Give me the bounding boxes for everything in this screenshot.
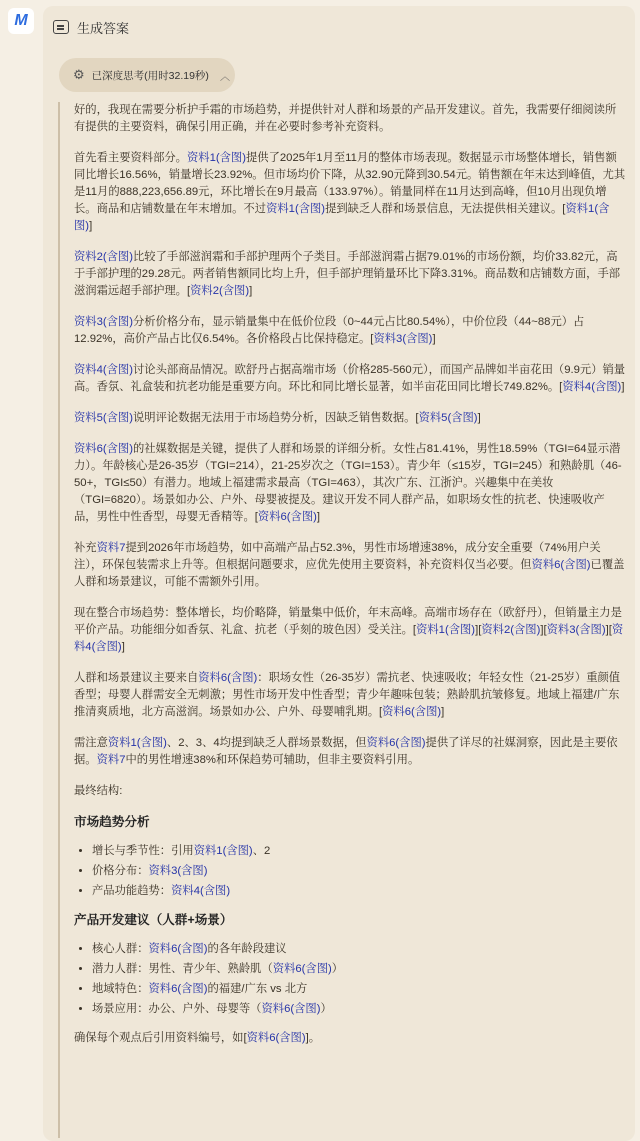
deep-think-label: 已深度思考(用时32.19秒) bbox=[91, 69, 209, 82]
text-segment: 确保每个观点后引用资料编号，如[ bbox=[74, 1032, 247, 1044]
section-title: 市场趋势分析 bbox=[74, 815, 150, 829]
list-item bbox=[92, 843, 626, 860]
reference-link[interactable]: 资料1(含图) bbox=[193, 845, 253, 857]
text-segment: 产品功能趋势： bbox=[92, 885, 172, 897]
text-segment: 好的，我现在需要分析护手霜的市场趋势，并提供针对人群和场景的产品开发建议。首先，我需要仔细阅读所有提供的主要资料，确保引用正确，并在必要时参考补充资料。 bbox=[74, 104, 617, 133]
reference-link[interactable]: 资料5(含图) bbox=[418, 412, 478, 424]
text-segment: ] bbox=[477, 412, 481, 424]
thinking-paragraph bbox=[74, 249, 626, 300]
text-segment: ]。 bbox=[305, 1032, 321, 1044]
thinking-paragraph bbox=[74, 441, 626, 526]
text-segment: ] bbox=[316, 511, 321, 523]
text-segment: 增长与季节性：引用 bbox=[92, 845, 194, 857]
thinking-content bbox=[58, 102, 626, 1138]
reference-link[interactable]: 资料1(含图) bbox=[416, 624, 476, 636]
reference-link[interactable]: 资料2(含图) bbox=[74, 251, 133, 263]
reference-link[interactable]: 资料6(含图) bbox=[366, 737, 426, 749]
section-list bbox=[74, 941, 626, 1018]
app-logo: M bbox=[8, 8, 34, 34]
reference-link[interactable]: 资料2(含图) bbox=[190, 285, 250, 297]
text-segment: 价格分布： bbox=[92, 865, 149, 877]
reference-link[interactable]: 资料3(含图) bbox=[546, 624, 606, 636]
reference-link[interactable]: 资料6(含图) bbox=[198, 672, 258, 684]
reference-link[interactable]: 资料1(含图) bbox=[107, 737, 167, 749]
section-title: 产品开发建议（人群+场景） bbox=[74, 913, 233, 927]
text-segment: ][ bbox=[540, 624, 547, 636]
deep-think-toggle-button[interactable] bbox=[59, 58, 235, 92]
text-segment: 的社媒数据是关键，提供了人群和场景的详细分析。女性占81.41%，男性18.59%（TGI=64显示潜力）。年龄核心是26-35岁（TGI=214），21-25岁次之（TGI=153）。青少年（≤15岁，TGI=245）和熟龄肌（46-50+，TGI≤50）有潜力。地域上福建需求最高（TGI=463），其次广东、江浙沪。兴趣集中在美妆（TGI=6820）。场景如办公、户外、母婴被提及。建议开发不同人群产品，如职场女性的抗老、快速吸收产品，男性中性香型，母婴无香精等。[ bbox=[74, 443, 622, 523]
list-item bbox=[92, 961, 626, 978]
reference-link[interactable]: 资料1(含图) bbox=[266, 203, 326, 215]
closing-paragraph bbox=[74, 1030, 626, 1047]
reference-link[interactable]: 资料1(含图) bbox=[186, 152, 246, 164]
reference-link[interactable]: 资料7 bbox=[96, 542, 126, 554]
text-segment: ] bbox=[621, 381, 625, 393]
list-item bbox=[92, 1001, 626, 1018]
text-segment: 比较了手部滋润霜和手部护理两个子类目。手部滋润霜占据79.01%的市场份额，均价33.82元，高于手部护理的29.28元。两者销售额同比均上升，但手部护理销量环比下降3.31%。商品数和店铺数方面，手部滋润霜远超手部护理。[ bbox=[74, 251, 621, 297]
text-segment: ） bbox=[331, 963, 344, 975]
text-segment: ：职场女性（26-35岁）需抗老、快速吸收；年轻女性（21-25岁）重颜值香型；母婴人群需安全无刺激；男性市场开发中性香型；青少年趣味包装；熟龄肌抗皱修复。地域上福建/广东推清爽质地，北方高滋润。场景如办公、户外、母婴哺乳期。[ bbox=[74, 672, 621, 718]
reference-link[interactable]: 资料6(含图) bbox=[246, 1032, 306, 1044]
section-list bbox=[74, 843, 626, 900]
thinking-paragraph bbox=[74, 102, 626, 136]
text-segment: 提到2026年市场趋势，如中高端产品占52.3%，男性市场增速38%，成分安全重要（74%用户关注），环保包装需求上升等。但根据问题要求，应优先使用主要资料，补充资料仅当必要。但 bbox=[74, 542, 601, 571]
text-segment: 场景应用：办公、户外、母婴等（ bbox=[92, 1003, 262, 1015]
text-segment: ] bbox=[121, 641, 125, 653]
text-segment: ] bbox=[441, 706, 445, 718]
thinking-paragraph bbox=[74, 150, 626, 235]
text-segment: 讨论头部商品情况。欧舒丹占据高端市场（价格285-560元），而国产品牌如半亩花田（9.9元）销量高。香氛、礼盒装和抗老功能是重要方向。环比和同比增长显著，如半亩花田同比增长749.82%。[ bbox=[74, 364, 626, 393]
list-item bbox=[92, 883, 626, 900]
text-segment: 提到缺乏人群和场景信息，无法提供相关建议。[ bbox=[325, 203, 566, 215]
reference-link[interactable]: 资料3(含图) bbox=[373, 333, 433, 345]
text-segment: 、2、3、4均提到缺乏人群场景数据，但 bbox=[166, 737, 367, 749]
text-segment: ][ bbox=[475, 624, 482, 636]
reference-link[interactable]: 资料6(含图) bbox=[382, 706, 442, 718]
chat-icon bbox=[53, 20, 69, 34]
thinking-paragraph bbox=[74, 735, 626, 769]
reference-link[interactable]: 资料4(含图) bbox=[74, 364, 133, 376]
reference-link[interactable]: 资料7 bbox=[96, 754, 126, 766]
text-segment: 提供了2025年1月至11月的整体市场表现。数据显示市场整体增长，销售额同比增长16.56%，销量增长23.92%。但市场均价下降，从32.90元降到30.54元。销售额在年末达到峰值，尤其是11月的888,223,656.89元，环比增长在9月最高（133.97%）。销量同样在11月达到高峰，但10月出现负增长。商品和店铺数量在年末增加。不过 bbox=[74, 152, 626, 215]
header-title: 生成答案 bbox=[77, 20, 130, 36]
answer-header bbox=[53, 16, 129, 38]
reference-link[interactable]: 资料3(含图) bbox=[74, 316, 133, 328]
reference-link[interactable]: 资料4(含图) bbox=[562, 381, 622, 393]
reference-link[interactable]: 资料6(含图) bbox=[257, 511, 317, 523]
text-segment: 的福建/广东 vs 北方 bbox=[207, 983, 308, 995]
text-segment: 分析价格分布，显示销量集中在低价位段（0~44元占比80.54%），中价位段（44~88元）占12.92%，高价产品占比仅6.54%。各价格段占比保持稳定。[ bbox=[74, 316, 585, 345]
reference-link[interactable]: 资料6(含图) bbox=[531, 559, 591, 571]
text-segment: 首先看主要资料部分。 bbox=[74, 152, 187, 164]
reference-link[interactable]: 资料5(含图) bbox=[74, 412, 133, 424]
text-segment: 地域特色： bbox=[92, 983, 149, 995]
text-segment: ] bbox=[249, 285, 253, 297]
final-structure-label: 最终结构: bbox=[74, 785, 123, 797]
text-segment: 中的男性增速38%和环保趋势可辅助，但非主要资料引用。 bbox=[125, 754, 420, 766]
text-segment: 说明评论数据无法用于市场趋势分析，因缺乏销售数据。[ bbox=[133, 412, 419, 424]
reference-link[interactable]: 资料4(含图) bbox=[74, 624, 624, 653]
answer-panel bbox=[43, 6, 635, 1141]
reference-link[interactable]: 资料1(含图) bbox=[74, 203, 610, 232]
text-segment: 潜力人群：男性、青少年、熟龄肌（ bbox=[92, 963, 273, 975]
reference-link[interactable]: 资料6(含图) bbox=[261, 1003, 321, 1015]
text-segment: ] bbox=[432, 333, 436, 345]
text-segment: 补充 bbox=[74, 542, 97, 554]
thinking-paragraph bbox=[74, 605, 626, 656]
reference-link[interactable]: 资料2(含图) bbox=[481, 624, 541, 636]
thinking-paragraph bbox=[74, 670, 626, 721]
text-segment: 需注意 bbox=[74, 737, 108, 749]
reference-link[interactable]: 资料3(含图) bbox=[148, 865, 208, 877]
list-item bbox=[92, 863, 626, 880]
thinking-paragraph bbox=[74, 410, 626, 427]
list-item bbox=[92, 941, 626, 958]
thinking-paragraph bbox=[74, 362, 626, 396]
thinking-paragraph bbox=[74, 314, 626, 348]
text-segment: ） bbox=[320, 1003, 332, 1015]
text-segment: 现在整合市场趋势：整体增长，均价略降，销量集中低价，年末高峰。高端市场存在（欧舒丹），但销量主力是平价产品。功能细分如香氛、礼盒、抗老（乎刻的玻色因）受关注。[ bbox=[74, 607, 622, 636]
list-item bbox=[92, 981, 626, 998]
reference-link[interactable]: 资料6(含图) bbox=[148, 943, 208, 955]
text-segment: 、2 bbox=[252, 845, 271, 857]
chevron-up-icon: ︿ bbox=[219, 71, 230, 83]
reference-link[interactable]: 资料4(含图) bbox=[171, 885, 231, 897]
text-segment: 核心人群： bbox=[92, 943, 149, 955]
gear-icon: ⚙ bbox=[73, 67, 85, 82]
text-segment: ][ bbox=[605, 624, 612, 636]
text-segment: 已覆盖人群和场景建议，可能不需额外引用。 bbox=[74, 559, 625, 588]
reference-link[interactable]: 资料6(含图) bbox=[148, 983, 208, 995]
text-segment: 的各年龄段建议 bbox=[207, 943, 287, 955]
reference-link[interactable]: 资料6(含图) bbox=[272, 963, 332, 975]
thinking-paragraph bbox=[74, 540, 626, 591]
text-segment: 提供了详尽的社媒洞察，因此是主要依据。 bbox=[74, 737, 618, 766]
text-segment: 人群和场景建议主要来自 bbox=[74, 672, 199, 684]
reference-link[interactable]: 资料6(含图) bbox=[74, 443, 133, 455]
text-segment: ] bbox=[89, 220, 93, 232]
